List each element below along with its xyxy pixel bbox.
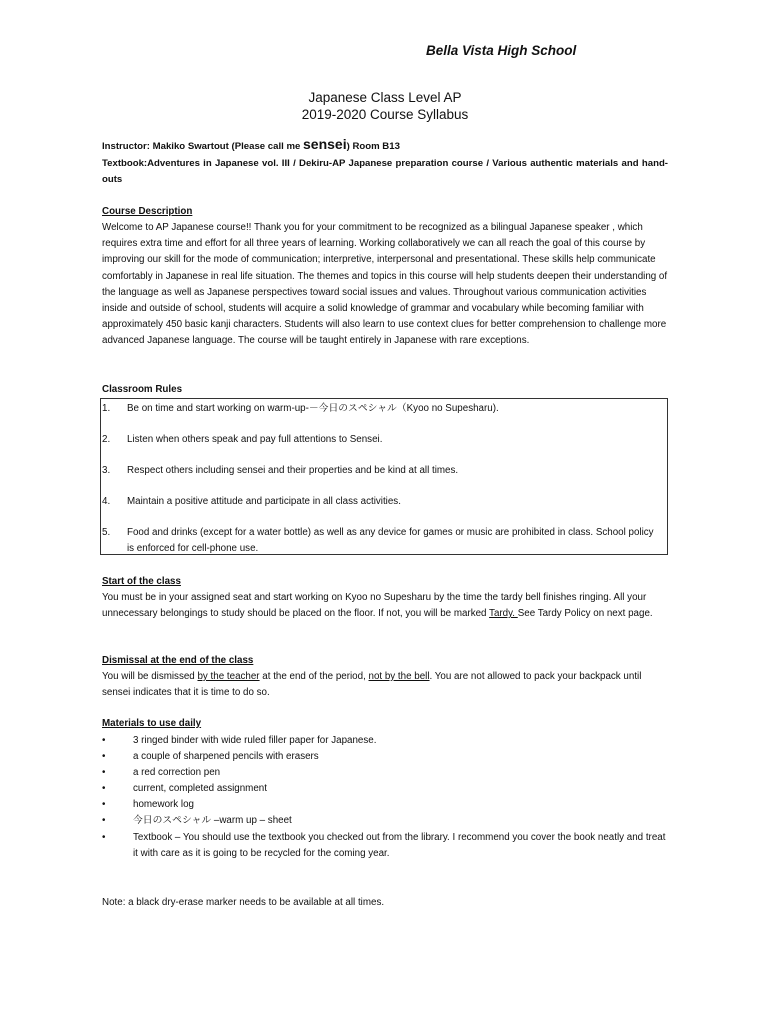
instructor-suffix: ) Room B13 bbox=[346, 141, 400, 152]
rule-number: 5. bbox=[102, 527, 111, 538]
material-text: a red correction pen bbox=[133, 767, 221, 778]
dismissal-heading: Dismissal at the end of the class bbox=[102, 655, 254, 666]
tardy-underlined: Tardy. bbox=[489, 608, 518, 620]
bullet: • bbox=[102, 767, 106, 778]
rule-number: 3. bbox=[102, 465, 111, 476]
note-text: Note: a black dry-erase marker needs to be available at all times. bbox=[102, 897, 385, 908]
bullet: • bbox=[102, 815, 106, 826]
instructor-prefix: Instructor: Makiko Swartout (Please call me bbox=[102, 141, 303, 152]
material-text: 3 ringed binder with wide ruled filler paper for Japanese. bbox=[133, 735, 377, 746]
dismissal-underline-1: by the teacher bbox=[197, 671, 260, 682]
material-text: homework log bbox=[133, 799, 194, 810]
instructor-sensei: sensei bbox=[303, 136, 347, 152]
start-of-class-heading: Start of the class bbox=[102, 576, 181, 587]
instructor-line bbox=[102, 136, 668, 155]
rule-text: Maintain a positive attitude and participate in all class activities. bbox=[127, 496, 401, 507]
course-description-text: Welcome to AP Japanese course!! Thank you for your commitment to be recognized as a bilingual Japanese speaker , which requires extra time and effort for all three years of learning. Working collaboratively we can all reach the goal of this course by improving our skill for the mode of communication; interpretive, interpersonal and presentational. These skills help communicate comfortably in Japanese in real life situation. The themes and topics in this course will help students deepen their understanding of the language as well as Japanese perspectives toward social issues and values. Throughout various communication activities inside and outside of school, students will acquire a solid knowledge of grammar and vocabulary while becoming familiar with approximately 450 basic kanji characters. Students will also learn to use context clues for better comprehension to challenge more advanced Japanese language. The course will be taught entirely in Japanese with rare exceptions. bbox=[102, 222, 668, 347]
dismissal-text-1: You will be dismissed bbox=[102, 671, 198, 682]
dismissal-text bbox=[102, 669, 668, 701]
rule-text: Listen when others speak and pay full attentions to Sensei. bbox=[127, 434, 383, 445]
start-of-class-text bbox=[102, 590, 668, 622]
rule-text: Respect others including sensei and their properties and be kind at all times. bbox=[127, 465, 459, 476]
material-text: current, completed assignment bbox=[133, 783, 267, 794]
rule-text: Food and drinks (except for a water bottle) as well as any device for games or music are prohibited in class. School policy is enforced for cell-phone use. bbox=[127, 527, 654, 554]
rule-text: Be on time and start working on warm-up-－今日のスペシャル（Kyoo no Supesharu). bbox=[127, 403, 499, 414]
course-subtitle: 2019-2020 Course Syllabus bbox=[301, 107, 469, 122]
bullet: • bbox=[102, 751, 106, 762]
material-text: a couple of sharpened pencils with erasers bbox=[133, 751, 319, 762]
bullet: • bbox=[102, 799, 106, 810]
textbook-line: Textbook:Adventures in Japanese vol. III / Dekiru-AP Japanese preparation course / Various authentic materials and hand-outs bbox=[102, 158, 668, 185]
rule-number: 2. bbox=[102, 434, 111, 445]
dismissal-text-3: . You are not allowed to pack your backpack until sensei indicates that it is time to do so. bbox=[102, 671, 642, 699]
bullet: • bbox=[102, 735, 106, 746]
bullet: • bbox=[102, 832, 106, 843]
material-text: Textbook – You should use the textbook you checked out from the library. I recommend you cover the book neatly and treat it with care as it is going to be recycled for the coming year. bbox=[133, 832, 666, 860]
classroom-rules-box bbox=[100, 398, 668, 555]
dismissal-text-2: at the end of the period, bbox=[259, 671, 369, 682]
classroom-rules-heading: Classroom Rules bbox=[102, 384, 183, 395]
course-description-heading: Course Description bbox=[102, 206, 193, 217]
rule-number: 4. bbox=[102, 496, 111, 507]
rule-number: 1. bbox=[102, 403, 111, 414]
school-name: Bella Vista High School bbox=[426, 43, 577, 58]
start-text-after: See Tardy Policy on next page. bbox=[517, 608, 653, 620]
materials-heading: Materials to use daily bbox=[102, 718, 202, 729]
course-title: Japanese Class Level AP bbox=[308, 90, 462, 105]
bullet: • bbox=[102, 783, 106, 794]
dismissal-underline-2: not by the bell bbox=[368, 671, 430, 682]
start-text-before: You must be in your assigned seat and start working on Kyoo no Supesharu by the time the tardy bell finishes ringing. All your unnecessary belongings to study should be placed on the floor. If not, you will be marked bbox=[102, 592, 647, 620]
material-text: 今日のスペシャル –warm up – sheet bbox=[133, 815, 292, 826]
